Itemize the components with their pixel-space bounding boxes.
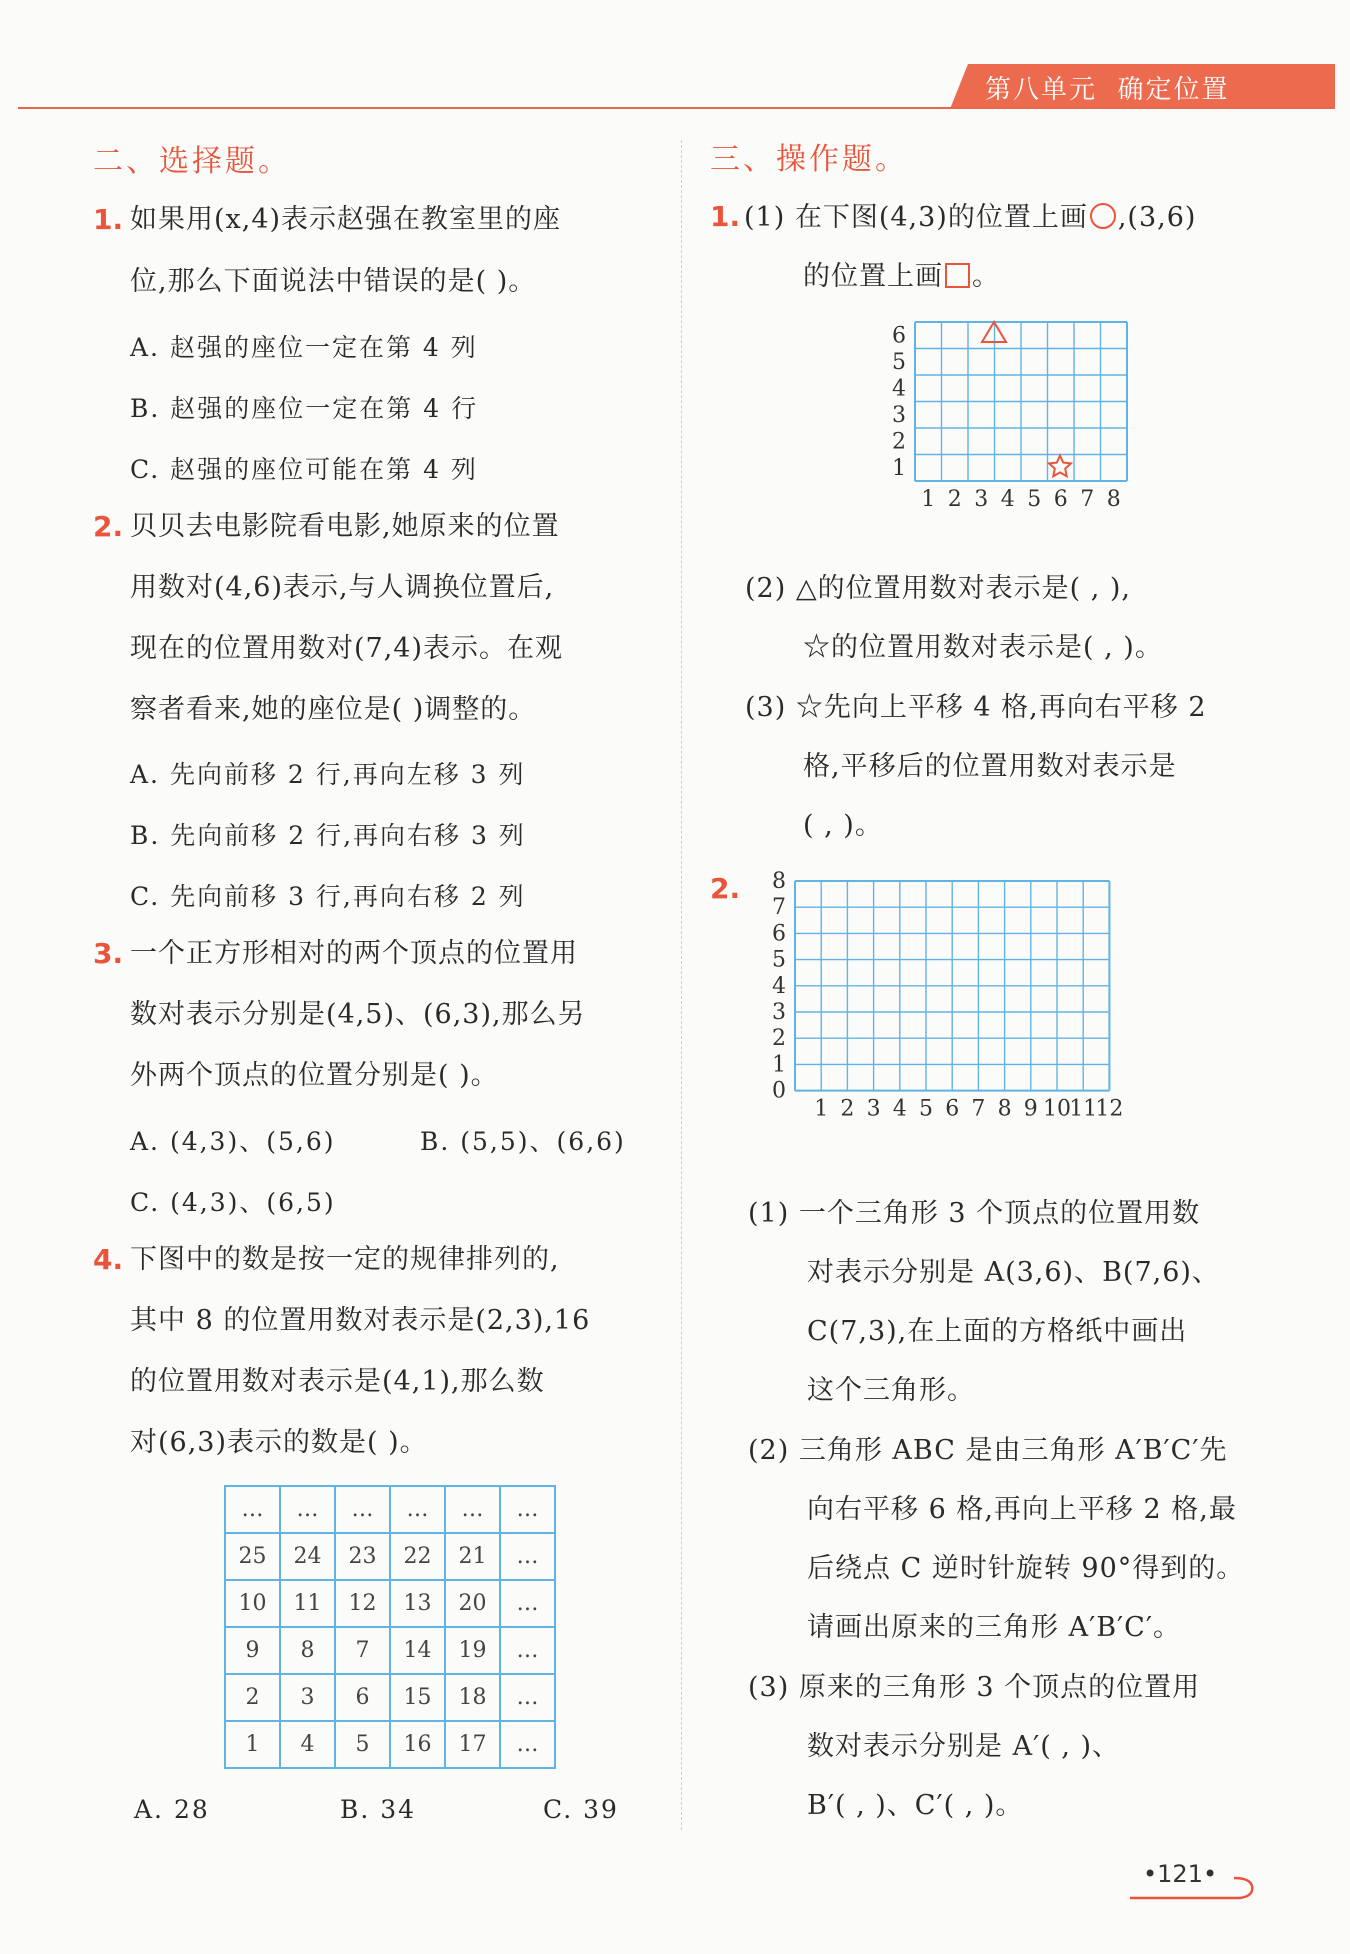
- q1-option-b[interactable]: B. 赵强的座位一定在第 4 行: [130, 394, 479, 423]
- table-cell: …: [500, 1721, 555, 1768]
- x-tick-label: 3: [866, 1096, 881, 1122]
- table-cell: 16: [390, 1721, 445, 1768]
- y-tick-label: 1: [772, 1052, 786, 1078]
- q1-option-c[interactable]: C. 赵强的座位可能在第 4 列: [130, 455, 478, 484]
- table-cell: …: [445, 1486, 500, 1533]
- section-title-operation: 三、操作题。: [710, 142, 908, 177]
- x-tick-label: 6: [1053, 487, 1068, 512]
- table-cell: …: [335, 1486, 390, 1533]
- grid-1-y-ticks: [892, 323, 906, 481]
- x-tick-label: 5: [919, 1096, 933, 1122]
- table-cell: 20: [445, 1580, 500, 1627]
- x-tick-label: 2: [947, 487, 962, 512]
- table-cell: 8: [280, 1627, 335, 1674]
- q4-option-c[interactable]: C. 39: [543, 1795, 619, 1824]
- table-cell: 4: [280, 1721, 335, 1768]
- table-cell: …: [225, 1486, 280, 1533]
- p2-s2-line4: 请画出原来的三角形 A′B′C′。: [807, 1612, 1181, 1643]
- grid-1-svg: [860, 314, 1160, 554]
- q4-line3: 的位置用数对表示是(4,1),那么数: [130, 1366, 545, 1397]
- q1-line1: 如果用(x,4)表示赵强在教室里的座: [130, 204, 562, 235]
- table-cell: …: [500, 1627, 555, 1674]
- p2-s2-line3: 后绕点 C 逆时针旋转 90°得到的。: [807, 1553, 1245, 1584]
- p2-s1-line3: C(7,3),在上面的方格纸中画出: [807, 1316, 1188, 1347]
- q1-number: 1.: [93, 203, 124, 236]
- table-cell: 6: [335, 1674, 390, 1721]
- q1-option-a[interactable]: A. 赵强的座位一定在第 4 列: [130, 333, 478, 362]
- table-cell: …: [390, 1486, 445, 1533]
- table-row: [225, 1533, 555, 1580]
- table-row: [225, 1486, 555, 1533]
- q4-option-b[interactable]: B. 34: [340, 1795, 417, 1824]
- x-tick-label: 4: [892, 1096, 907, 1122]
- star-icon: [1049, 456, 1071, 477]
- p2-s1-line1: (1) 一个三角形 3 个顶点的位置用数: [748, 1198, 1201, 1229]
- x-tick-label: 5: [1027, 487, 1042, 512]
- x-tick-label: 4: [1000, 487, 1015, 512]
- q2-line2: 用数对(4,6)表示,与人调换位置后,: [130, 572, 555, 603]
- x-tick-label: 1: [921, 487, 936, 512]
- grid-2-y-ticks: [772, 869, 786, 1104]
- y-tick-label: 6: [892, 323, 906, 349]
- y-tick-label: 3: [892, 402, 906, 428]
- table-cell: 15: [390, 1674, 445, 1721]
- header-title: 第八单元 确定位置: [985, 75, 1230, 105]
- q3-option-b[interactable]: B. (5,5)、(6,6): [420, 1127, 626, 1156]
- table-cell: 2: [225, 1674, 280, 1721]
- header-rule: [18, 107, 1333, 109]
- table-cell: 22: [390, 1533, 445, 1580]
- x-tick-label: 12: [1095, 1096, 1124, 1122]
- y-tick-label: 5: [772, 947, 786, 973]
- p1-s3-line3: ( , )。: [803, 810, 883, 841]
- y-tick-label: 1: [892, 455, 906, 481]
- square-mark-icon: [945, 263, 970, 288]
- grid-2-x-ticks: [814, 1097, 1123, 1122]
- number-pattern-table: [224, 1485, 556, 1769]
- table-cell: 5: [335, 1721, 390, 1768]
- y-tick-label: 6: [772, 921, 786, 947]
- table-cell: 13: [390, 1580, 445, 1627]
- q3-option-a[interactable]: A. (4,3)、(5,6): [130, 1127, 336, 1156]
- y-tick-label: 2: [772, 1026, 786, 1052]
- table-cell: 14: [390, 1627, 445, 1674]
- p2-s1-line2: 对表示分别是 A(3,6)、B(7,6)、: [807, 1257, 1220, 1288]
- x-tick-label: 7: [971, 1096, 986, 1122]
- q3-option-c[interactable]: C. (4,3)、(6,5): [130, 1188, 336, 1217]
- p2-s3-line1: (3) 原来的三角形 3 个顶点的位置用: [748, 1672, 1201, 1703]
- grid-1-lines: [915, 322, 1127, 481]
- x-tick-label: 1: [814, 1096, 829, 1122]
- table-cell: 24: [280, 1533, 335, 1580]
- table-row: [225, 1674, 555, 1721]
- y-tick-label: 8: [772, 869, 786, 894]
- table-cell: 12: [335, 1580, 390, 1627]
- table-cell: 10: [225, 1580, 280, 1627]
- table-cell: 1: [225, 1721, 280, 1768]
- table-cell: 17: [445, 1721, 500, 1768]
- p2-s2-line1: (2) 三角形 ABC 是由三角形 A′B′C′先: [748, 1435, 1228, 1466]
- x-tick-label: 11: [1069, 1096, 1098, 1122]
- p1-number: 1.: [710, 200, 741, 233]
- table-cell: 25: [225, 1533, 280, 1580]
- q4-option-a[interactable]: A. 28: [134, 1795, 210, 1824]
- y-tick-label: 0: [772, 1078, 786, 1104]
- table-cell: …: [500, 1674, 555, 1721]
- table-cell: …: [500, 1533, 555, 1580]
- q1-line2: 位,那么下面说法中错误的是( )。: [130, 266, 537, 297]
- section-title-choice: 二、选择题。: [93, 144, 291, 179]
- p2-s3-line2: 数对表示分别是 A′( , )、: [807, 1731, 1121, 1762]
- p1-s3-line1: (3) ☆先向上平移 4 格,再向右平移 2: [745, 692, 1207, 723]
- y-tick-label: 7: [772, 895, 786, 921]
- table-cell: 19: [445, 1627, 500, 1674]
- x-tick-label: 9: [1023, 1096, 1038, 1122]
- q2-line1: 贝贝去电影院看电影,她原来的位置: [130, 511, 560, 542]
- y-tick-label: 3: [772, 1000, 786, 1025]
- column-divider: [681, 140, 682, 1830]
- y-tick-label: 4: [892, 376, 906, 402]
- q4-line1: 下图中的数是按一定的规律排列的,: [130, 1244, 560, 1275]
- table-row: [225, 1627, 555, 1674]
- q2-option-b[interactable]: B. 先向前移 2 行,再向右移 3 列: [130, 821, 526, 850]
- table-cell: …: [280, 1486, 335, 1533]
- p1-s1-line2: 的位置上画 。: [803, 261, 1000, 292]
- q4-number: 4.: [93, 1243, 124, 1276]
- table-cell: 23: [335, 1533, 390, 1580]
- q3-line1: 一个正方形相对的两个顶点的位置用: [130, 938, 578, 969]
- x-tick-label: 8: [1106, 487, 1121, 512]
- y-tick-label: 2: [892, 429, 906, 455]
- grid-2-lines[interactable]: [795, 881, 1109, 1091]
- table-cell: …: [500, 1580, 555, 1627]
- q3-line2: 数对表示分别是(4,5)、(6,3),那么另: [130, 999, 586, 1030]
- x-tick-label: 3: [974, 487, 989, 512]
- table-cell: 9: [225, 1627, 280, 1674]
- table-row: [225, 1721, 555, 1768]
- q2-line4: 察者看来,她的座位是( )调整的。: [130, 694, 537, 725]
- page-number-swoosh: [1128, 1872, 1260, 1902]
- q4-line2: 其中 8 的位置用数对表示是(2,3),16: [130, 1305, 591, 1336]
- q2-option-a[interactable]: A. 先向前移 2 行,再向左移 3 列: [130, 760, 526, 789]
- grid-2-svg[interactable]: [765, 866, 1215, 1181]
- p2-s2-line2: 向右平移 6 格,再向上平移 2 格,最: [807, 1494, 1237, 1525]
- x-tick-label: 6: [945, 1096, 960, 1122]
- circle-mark-icon: [1090, 203, 1116, 229]
- table-cell: …: [500, 1486, 555, 1533]
- x-tick-label: 7: [1080, 487, 1095, 512]
- p2-s3-line3: B′( , )、C′( , )。: [807, 1790, 1024, 1821]
- p2-s1-line4: 这个三角形。: [807, 1375, 975, 1406]
- grid-1-x-ticks: [921, 487, 1121, 512]
- q3-number: 3.: [93, 937, 124, 970]
- p1-s1-line1: (1) 在下图(4,3)的位置上画 ,(3,6): [744, 202, 1197, 233]
- q2-number: 2.: [93, 510, 124, 543]
- x-tick-label: 2: [840, 1096, 855, 1122]
- page-number: •121•: [1143, 1860, 1218, 1888]
- x-tick-label: 10: [1043, 1096, 1071, 1122]
- q4-line4: 对(6,3)表示的数是( )。: [130, 1427, 428, 1458]
- table-cell: 3: [280, 1674, 335, 1721]
- p2-number: 2.: [710, 872, 741, 905]
- table-cell: 18: [445, 1674, 500, 1721]
- table-row: [225, 1580, 555, 1627]
- table-cell: 11: [280, 1580, 335, 1627]
- p1-s2-line1: (2) △的位置用数对表示是( , ),: [745, 573, 1131, 604]
- p1-s3-line2: 格,平移后的位置用数对表示是: [803, 751, 1177, 782]
- table-cell: 21: [445, 1533, 500, 1580]
- q2-option-c[interactable]: C. 先向前移 3 行,再向右移 2 列: [130, 882, 526, 911]
- y-tick-label: 5: [892, 349, 906, 375]
- table-cell: 7: [335, 1627, 390, 1674]
- x-tick-label: 8: [997, 1096, 1012, 1122]
- q3-line3: 外两个顶点的位置分别是( )。: [130, 1060, 499, 1091]
- q2-line3: 现在的位置用数对(7,4)表示。在观: [130, 633, 564, 664]
- y-tick-label: 4: [772, 973, 786, 999]
- p1-s2-line2: ☆的位置用数对表示是( , )。: [803, 632, 1163, 663]
